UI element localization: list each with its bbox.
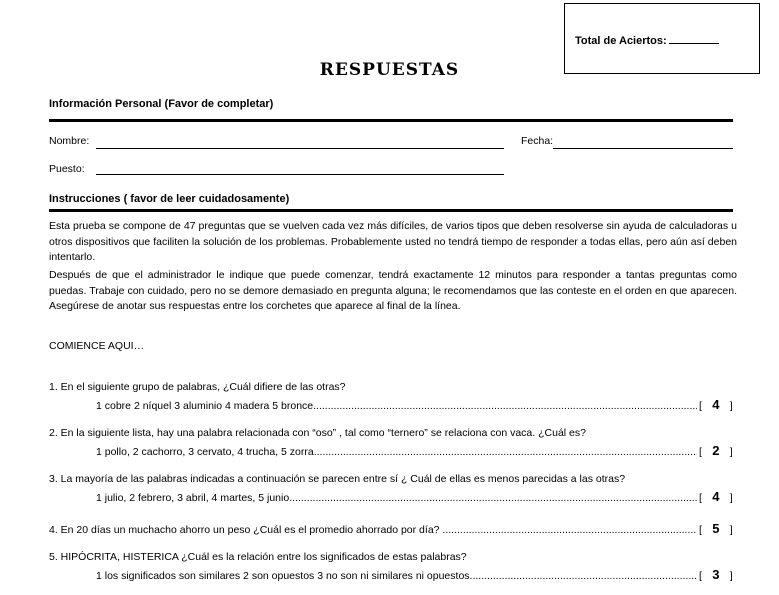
question-5-answer-bracket[interactable]: [ 3 ] — [699, 567, 733, 582]
date-label: Fecha: — [521, 135, 554, 147]
question-1-options: 1 cobre 2 níquel 3 aluminio 4 madera 5 bronce ..... — [96, 400, 697, 412]
question-5-options-row — [49, 565, 739, 582]
question-3-answer-bracket[interactable]: [ 4 ] — [699, 489, 733, 504]
question-1-text: 1. En el siguiente grupo de palabras, ¿Cuál difiere de las otras? — [49, 381, 346, 393]
question-3-options: 1 julio, 2 febrero, 3 abril, 4 martes, 5 junio ..... — [96, 492, 697, 504]
date-field[interactable] — [553, 148, 733, 149]
instructions-paragraph-1: Esta prueba se compone de 47 preguntas que se vuelven cada vez más difíciles, de varios tipos que deben resolverse sin ayuda de calculadoras u otros dispositivos que faciliten la solución de los problemas. Probablemente usted no tendrá tiempo de responder a todas ellas, pero aún así deben intentarlo. — [49, 220, 737, 263]
question-2-text: 2. En la siguiente lista, hay una palabra relacionada con “oso” , tal como “ternero” se relaciona con vaca. ¿Cuál es? — [49, 427, 586, 439]
question-4-answer-bracket[interactable]: [ 5 ] — [699, 521, 733, 536]
name-label: Nombre: — [49, 135, 90, 147]
personal-info-rule — [49, 119, 733, 122]
question-5-options: 1 los significados son similares 2 son opuestos 3 no son ni similares ni opuestos ..... — [96, 570, 697, 582]
page-title: RESPUESTAS — [319, 60, 460, 80]
question-3 — [49, 471, 739, 504]
question-5-answer: 3 — [712, 567, 720, 582]
question-1-answer: 4 — [712, 397, 720, 412]
personal-info-heading: Información Personal (Favor de completar) — [49, 98, 274, 110]
question-1 — [49, 379, 739, 412]
question-2 — [49, 425, 739, 458]
position-label: Puesto: — [49, 163, 85, 175]
question-5-text: 5. HIPÓCRITA, HISTERICA ¿Cuál es la relación entre los significados de estas palabras? — [49, 551, 467, 563]
question-2-options: 1 pollo, 2 cachorro, 3 cervato, 4 trucha, 5 zorra ..... — [96, 446, 697, 458]
total-aciertos-text: Total de Aciertos — [575, 35, 664, 47]
question-3-text: 3. La mayoría de las palabras indicadas a continuación se parecen entre sí ¿ Cuál de ellas es menos parecidas a las otras? — [49, 473, 626, 485]
question-3-options-row — [49, 487, 739, 504]
question-2-answer: 2 — [712, 443, 720, 458]
instructions-rule — [49, 209, 733, 212]
question-3-answer: 4 — [712, 489, 720, 504]
instructions-heading: Instrucciones ( favor de leer cuidadosamente) — [49, 193, 290, 205]
question-4-text: 4. En 20 días un muchacho ahorro un peso ¿Cuál es el promedio ahorrado por día? ..... — [49, 524, 697, 536]
question-2-answer-bracket[interactable]: [ 2 ] — [699, 443, 733, 458]
question-1-options-row — [49, 395, 739, 412]
instructions-paragraph-2: Después de que el administrador le indique que puede comenzar, tendrá exactamente 12 minutos para responder a tantas preguntas como puedas. Trabaje con cuidado, pero no se demore demasiado en pregunta alguna; le recomendamos que las conteste en el orden en que aparecen. Asegúrese de anotar sus respuestas entre los corchetes que aparece al final de la línea. — [49, 269, 737, 312]
name-field[interactable] — [96, 148, 504, 149]
position-field[interactable] — [96, 174, 504, 175]
question-4-row — [49, 519, 739, 536]
question-5 — [49, 549, 739, 582]
question-1-answer-bracket[interactable]: [ 4 ] — [699, 397, 733, 412]
question-4 — [49, 519, 739, 536]
total-aciertos-label: Total de Aciertos: — [575, 33, 719, 47]
total-aciertos-blank[interactable] — [669, 33, 719, 44]
start-here-text: COMIENCE AQUI… — [49, 340, 145, 352]
question-2-options-row — [49, 441, 739, 458]
question-4-answer: 5 — [712, 521, 720, 536]
